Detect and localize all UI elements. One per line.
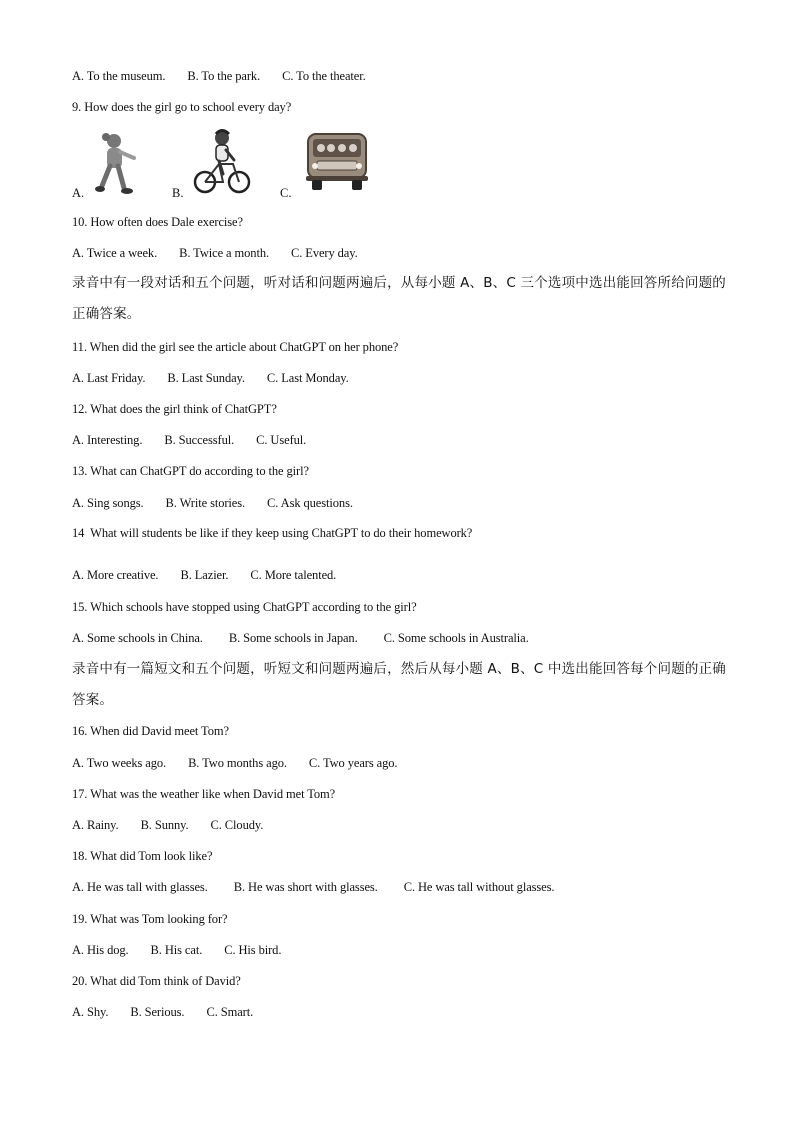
- option-c: C. Two years ago.: [308, 756, 398, 770]
- option-b: B. To the park.: [187, 69, 261, 83]
- option-b: B. Last Sunday.: [167, 371, 245, 385]
- option-b: B. Serious.: [130, 1005, 185, 1019]
- option-a: A. Interesting.: [72, 433, 143, 447]
- option-c: C. Cloudy.: [210, 818, 264, 832]
- q9-option-c-label: C.: [280, 186, 292, 200]
- option-a: A. Some schools in China.: [72, 631, 203, 645]
- option-a: A. Sing songs.: [72, 496, 144, 510]
- q16-question: 16. When did David meet Tom?: [72, 724, 229, 738]
- option-b: B. Some schools in Japan.: [228, 631, 358, 645]
- option-c: C. Ask questions.: [267, 496, 353, 510]
- option-b: B. Twice a month.: [179, 246, 269, 260]
- option-a: A. Rainy.: [72, 818, 119, 832]
- q14-question: 14 What will students be like if they keep using ChatGPT to do their homework?: [72, 526, 473, 540]
- option-c: C. Every day.: [291, 246, 358, 260]
- school-bus-picture: [302, 128, 372, 194]
- q11-options: [72, 370, 349, 386]
- option-b: B. His cat.: [150, 943, 203, 957]
- section-instruction-passage: 录音中有一篇短文和五个问题，听短文和问题两遍后，然后从每小题 A、B、C 中选出能回答每个问题的正确答案。: [72, 661, 727, 708]
- q9-option-b-label: B.: [172, 186, 184, 200]
- option-b: B. Successful.: [164, 433, 235, 447]
- option-a: A. He was tall with glasses.: [72, 880, 208, 894]
- q12-options: [72, 432, 306, 448]
- option-b: B. Write stories.: [165, 496, 246, 510]
- option-c: C. He was tall without glasses.: [403, 880, 555, 894]
- q17-question: 17. What was the weather like when David met Tom?: [72, 787, 336, 801]
- q18-question: 18. What did Tom look like?: [72, 849, 213, 863]
- q19-question: 19. What was Tom looking for?: [72, 912, 228, 926]
- q18-options: [72, 879, 554, 895]
- q20-question: 20. What did Tom think of David?: [72, 974, 241, 988]
- option-c: C. Some schools in Australia.: [383, 631, 529, 645]
- option-c: C. Last Monday.: [266, 371, 349, 385]
- option-b: B. Sunny.: [140, 818, 189, 832]
- q19-options: [72, 942, 281, 958]
- q13-options: [72, 495, 353, 511]
- option-a: A. More creative.: [72, 568, 159, 582]
- option-c: C. Useful.: [256, 433, 307, 447]
- q17-options: [72, 817, 263, 833]
- option-b: B. Lazier.: [180, 568, 229, 582]
- option-a: A. His dog.: [72, 943, 129, 957]
- option-c: C. To the theater.: [282, 69, 366, 83]
- option-a: A. Two weeks ago.: [72, 756, 167, 770]
- walking-girl-picture: [90, 128, 142, 196]
- q14-options: [72, 567, 336, 583]
- q8-options: [72, 68, 366, 84]
- q9-option-a-label: A.: [72, 186, 85, 200]
- option-b: B. He was short with glasses.: [233, 880, 378, 894]
- q9-question: 9. How does the girl go to school every day?: [72, 100, 292, 114]
- bicycle-girl-picture: [192, 128, 252, 196]
- option-a: A. Twice a week.: [72, 246, 158, 260]
- option-c: C. Smart.: [206, 1005, 254, 1019]
- q13-question: 13. What can ChatGPT do according to the girl?: [72, 464, 309, 478]
- q16-options: [72, 755, 397, 771]
- option-c: C. His bird.: [224, 943, 282, 957]
- q20-options: [72, 1004, 253, 1020]
- option-a: A. Shy.: [72, 1005, 109, 1019]
- option-a: A. To the museum.: [72, 69, 166, 83]
- q11-question: 11. When did the girl see the article about ChatGPT on her phone?: [72, 340, 399, 354]
- option-c: C. More talented.: [250, 568, 337, 582]
- q15-question: 15. Which schools have stopped using ChatGPT according to the girl?: [72, 600, 417, 614]
- q12-question: 12. What does the girl think of ChatGPT?: [72, 402, 277, 416]
- option-b: B. Two months ago.: [188, 756, 287, 770]
- section-instruction-dialogue: 录音中有一段对话和五个问题，听对话和问题两遍后，从每小题 A、B、C 三个选项中选出能回答所给问题的正确答案。: [72, 275, 727, 322]
- q10-options: [72, 245, 358, 261]
- q10-question: 10. How often does Dale exercise?: [72, 215, 243, 229]
- q15-options: [72, 630, 529, 646]
- option-a: A. Last Friday.: [72, 371, 146, 385]
